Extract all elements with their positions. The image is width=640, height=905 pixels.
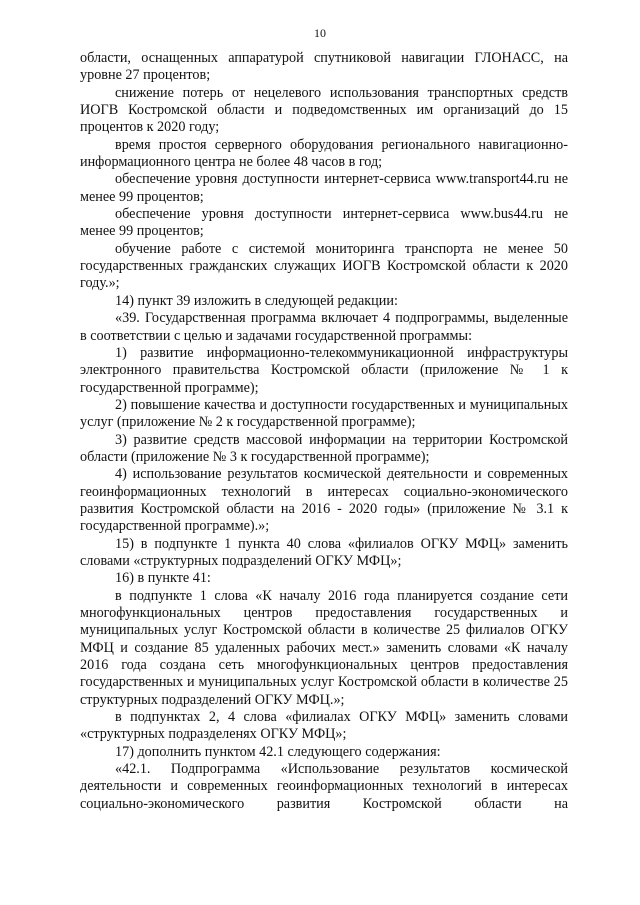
- paragraph: обеспечение уровня доступности интернет-сервиса www.transport44.ru не менее 99 процентов;: [80, 171, 568, 205]
- paragraph: 14) пункт 39 изложить в следующей редакции:: [115, 292, 398, 309]
- paragraph: области, оснащенных аппаратурой спутниковой навигации ГЛОНАСС, на уровне 27 процентов;: [80, 50, 568, 84]
- paragraph: 3) развитие средств массовой информации на территории Костромской области (приложение № 3 к государственной программе);: [80, 431, 568, 465]
- paragraph: 4) использование результатов космической деятельности и современных геоинформационных технологий в интересах социально-экономического развития Костромской области на 2016 - 2020 годы» (приложение № 3.1 к государственной программе).»;: [80, 466, 568, 535]
- page-number: 10: [314, 26, 326, 40]
- paragraph: 17) дополнить пунктом 42.1 следующего содержания:: [115, 743, 441, 760]
- paragraph: «39. Государственная программа включает 4 подпрограммы, выделенные в соответствии с целью и задачами государственной программы:: [80, 310, 568, 344]
- paragraph: в подпункте 1 слова «К началу 2016 года планируется создание сети многофункциональных центров предоставления государственных и муниципальных услуг Костромской области в количестве 25 филиалов ОГКУ МФЦ и создание 85 удаленных рабочих мест.» заменить словами «К началу 2016 года создана сеть многофункциональных центров предоставления государственных и муниципальных услуг Костромской области в количестве 25 структурных подразделений ОГКУ МФЦ.»;: [80, 587, 568, 708]
- paragraph: 16) в пункте 41:: [115, 570, 211, 587]
- paragraph: обеспечение уровня доступности интернет-сервиса www.bus44.ru не менее 99 процентов;: [80, 206, 568, 240]
- paragraph: обучение работе с системой мониторинга транспорта не менее 50 государственных гражданских служащих ИОГВ Костромской области к 2020 году.»;: [80, 240, 568, 292]
- paragraph: в подпунктах 2, 4 слова «филиалах ОГКУ МФЦ» заменить словами «структурных подразделенях ОГКУ МФЦ»;: [80, 709, 568, 743]
- paragraph: 1) развитие информационно-телекоммуникационной инфраструктуры электронного правительства Костромской области (приложение № 1 к государственной программе);: [80, 344, 568, 396]
- paragraph: 2) повышение качества и доступности государственных и муниципальных услуг (приложение № 2 к государственной программе);: [80, 396, 568, 431]
- paragraph: снижение потерь от нецелевого использования транспортных средств ИОГВ Костромской области и подведомственных им организаций до 15 процентов к 2020 году;: [80, 84, 568, 136]
- document-body: [80, 50, 568, 813]
- paragraph: время простоя серверного оборудования регионального навигационно-информационного центра не более 48 часов в год;: [80, 136, 568, 171]
- paragraph: «42.1. Подпрограмма «Использование результатов космической деятельности и современных геоинформационных технологий в интересах социально-экономического развития Костромской области на: [80, 761, 568, 812]
- paragraph: 15) в подпункте 1 пункта 40 слова «филиалов ОГКУ МФЦ» заменить словами «структурных подразделений ОГКУ МФЦ»;: [80, 535, 568, 569]
